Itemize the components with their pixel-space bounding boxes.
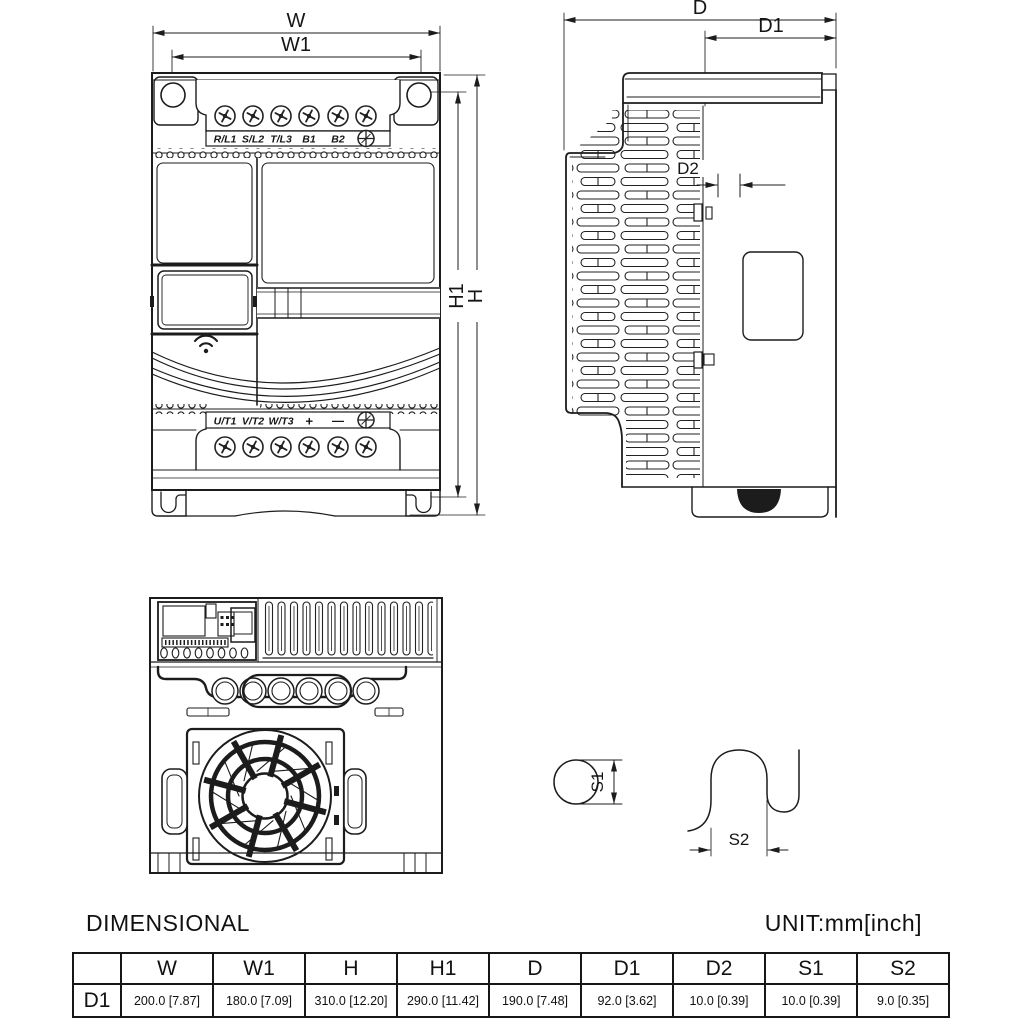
mounting-slot-detail-s2 bbox=[688, 750, 799, 856]
column-header-h1: H1 bbox=[397, 953, 489, 984]
front-view-drawing bbox=[150, 10, 487, 516]
top-cap bbox=[623, 73, 822, 103]
value-h: 310.0 [12.20] bbox=[305, 984, 397, 1017]
terminal-label: B2 bbox=[331, 133, 345, 146]
mounting-hole bbox=[161, 83, 185, 107]
handle-left bbox=[162, 769, 187, 834]
column-header-w1: W1 bbox=[213, 953, 305, 984]
terminal-label: U/T1 bbox=[213, 415, 237, 428]
table-header-row bbox=[73, 953, 949, 984]
value-d1: 92.0 [3.62] bbox=[581, 984, 673, 1017]
dim-label-w1: W1 bbox=[281, 34, 311, 56]
hinge-bumps-top bbox=[154, 148, 438, 158]
column-header-s2: S2 bbox=[857, 953, 949, 984]
dim-label-h1: H1 bbox=[446, 283, 468, 309]
dim-label-w: W bbox=[286, 10, 306, 32]
value-d2: 10.0 [0.39] bbox=[673, 984, 765, 1017]
column-header-d: D bbox=[489, 953, 581, 984]
terminal-label: B1 bbox=[302, 133, 316, 146]
value-s1: 10.0 [0.39] bbox=[765, 984, 857, 1017]
column-header-d2: D2 bbox=[673, 953, 765, 984]
din-rail-clip bbox=[737, 489, 781, 513]
terminal-label: T/L3 bbox=[270, 133, 292, 146]
dimensions-table bbox=[72, 952, 950, 1018]
value-h1: 290.0 [11.42] bbox=[397, 984, 489, 1017]
side-slot-band bbox=[257, 287, 440, 319]
nameplate bbox=[743, 252, 803, 340]
dim-label-s2: S2 bbox=[728, 830, 750, 849]
mounting-foot-right bbox=[406, 490, 440, 516]
dim-label-d: D bbox=[692, 0, 708, 19]
terminal-label: W/T3 bbox=[268, 415, 294, 428]
value-d: 190.0 [7.48] bbox=[489, 984, 581, 1017]
mounting-hole-detail-s1 bbox=[554, 760, 622, 804]
dim-label-h: H bbox=[465, 288, 487, 304]
drawing-title: DIMENSIONAL bbox=[86, 910, 250, 936]
handle-right bbox=[344, 769, 366, 834]
terminal-label: S/L2 bbox=[241, 133, 265, 146]
ground-terminal-icon bbox=[358, 412, 374, 428]
terminal-label: — bbox=[332, 413, 344, 428]
column-header-s1: S1 bbox=[765, 953, 857, 984]
column-header-h: H bbox=[305, 953, 397, 984]
value-w1: 180.0 [7.09] bbox=[213, 984, 305, 1017]
caption-row bbox=[86, 910, 922, 937]
row-label: D1 bbox=[73, 984, 121, 1017]
dim-label-d2: D2 bbox=[677, 159, 699, 178]
column-header-w: W bbox=[121, 953, 213, 984]
hinge-bumps-bottom-left bbox=[152, 404, 208, 414]
ground-terminal-icon bbox=[358, 131, 374, 147]
value-s2: 9.0 [0.35] bbox=[857, 984, 949, 1017]
mounting-foot-left bbox=[152, 490, 186, 516]
mounting-slot-shape bbox=[688, 750, 799, 831]
mounting-hole bbox=[407, 83, 431, 107]
terminal-label: + bbox=[305, 413, 313, 429]
value-w: 200.0 [7.87] bbox=[121, 984, 213, 1017]
side-view-drawing bbox=[564, 0, 836, 517]
cooling-fan bbox=[187, 729, 344, 864]
heatsink-fins bbox=[263, 600, 433, 657]
unit-label: UNIT:mm[inch] bbox=[764, 910, 922, 936]
dim-label-d1: D1 bbox=[758, 15, 784, 37]
table-row bbox=[73, 984, 949, 1017]
terminal-label: V/T2 bbox=[241, 415, 265, 428]
dim-label-s1: S1 bbox=[588, 771, 607, 793]
table-corner-cell bbox=[73, 953, 121, 984]
column-header-d1: D1 bbox=[581, 953, 673, 984]
bottom-view-drawing bbox=[150, 598, 442, 873]
terminal-label: R/L1 bbox=[213, 133, 237, 146]
